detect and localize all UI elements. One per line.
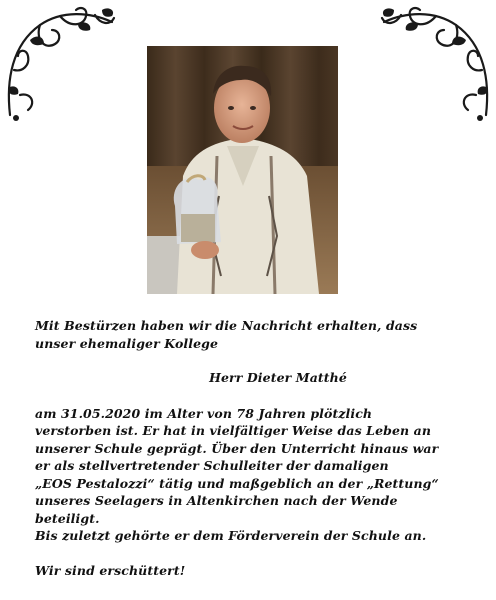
body-line: unseres Seelagers in Altenkirchen nach der Wende	[35, 493, 398, 508]
body-line: „EOS Pestalozzi“ tätig und maßgeblich an der „Rettung“	[35, 475, 439, 491]
obituary-notice	[35, 317, 475, 579]
body-line: verstorben ist. Er hat in vielfältiger Weise das Leben an	[35, 423, 432, 438]
body-line: am 31.05.2020 im Alter von 78 Jahren plötzlich	[35, 405, 373, 421]
portrait-illustration	[147, 46, 338, 294]
body-line: Bis zuletzt gehörte er dem Förderverein der Schule an.	[35, 528, 427, 543]
body-line: beteiligt.	[35, 510, 100, 526]
body-text	[35, 405, 475, 545]
intro-line: unser ehemaliger Kollege	[35, 335, 219, 351]
intro-line: Mit Bestürzen haben wir die Nachricht erhalten, dass	[35, 318, 418, 333]
closing-text: Wir sind erschüttert!	[35, 562, 186, 578]
corner-ornament-right-icon	[371, 0, 496, 125]
honoree-name: Herr Dieter Matthé	[209, 370, 347, 385]
intro-text	[35, 317, 475, 352]
body-line: er als stellvertretender Schulleiter der damaligen	[35, 458, 389, 473]
body-line: unserer Schule geprägt. Über den Unterricht hinaus war	[35, 440, 439, 456]
corner-ornament-left-icon	[0, 0, 125, 125]
portrait-photo	[147, 46, 338, 294]
